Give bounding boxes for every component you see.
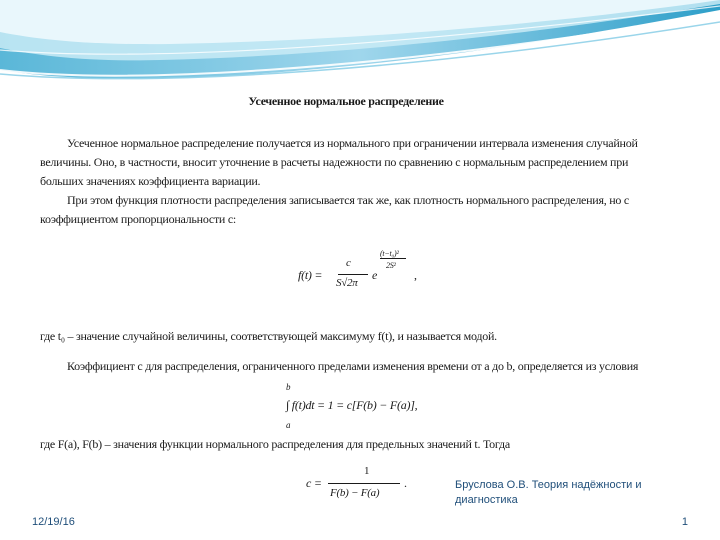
footer-date: 12/19/16 [32,516,75,528]
header-wave-decoration [0,0,720,90]
integral-formula [286,378,416,434]
exp-numerator: (t−t₀)² [380,249,399,258]
paragraph-2-line-1: При этом функция плотности распределения записывается так же, как плотность нормального распределения, но с [67,193,629,207]
density-numerator: c [346,257,351,269]
integral-expression: ∫ f(t)dt = 1 = c[F(b) − F(a)], [286,398,418,412]
mode-definition-line: где t₀ – значение случайной величины, соответствующей максимуму f(t), и называется модой. [40,329,497,343]
cdf-definition-line: где F(a), F(b) – значения функции нормального распределения для предельных значений t. Тогда [40,437,510,451]
document-title: Усеченное нормальное распределение [248,94,444,108]
coef-denominator: F(b) − F(a) [330,487,380,499]
coef-trailing: . [404,476,407,490]
integral-lower-limit: a [286,420,291,430]
coef-lhs: c = [306,476,322,490]
document-content [40,80,652,510]
paragraph-2-line-2: коэффициентом пропорциональности с: [40,212,237,226]
density-denominator: S√2π [336,277,358,289]
exp-base: e [372,268,378,282]
author-caption: Бруслова О.В. Теория надёжности и диагностика [455,479,642,506]
paragraph-1-line-1: Усеченное нормальное распределение получается из нормального при ограничении интервала изменения случайной [67,136,638,150]
paragraph-1-line-2: величины. Оно, в частности, вносит уточнение в расчеты надежности по сравнению с нормальным распределением при [40,155,629,169]
density-lhs: f(t) = [298,268,323,282]
integral-upper-limit: b [286,382,291,392]
coefficient-formula [306,462,416,508]
coef-numerator: 1 [364,465,370,477]
density-formula [298,249,418,304]
page-number: 1 [681,516,688,528]
coefficient-condition-line: Коэффициент с для распределения, ограниченного пределами изменения времени от a до b, определяется из условия [67,359,639,373]
density-trailing: , [414,268,417,282]
exp-denominator: 2S² [386,261,396,270]
paragraph-1-line-3: больших значениях коэффициента вариации. [40,174,261,188]
